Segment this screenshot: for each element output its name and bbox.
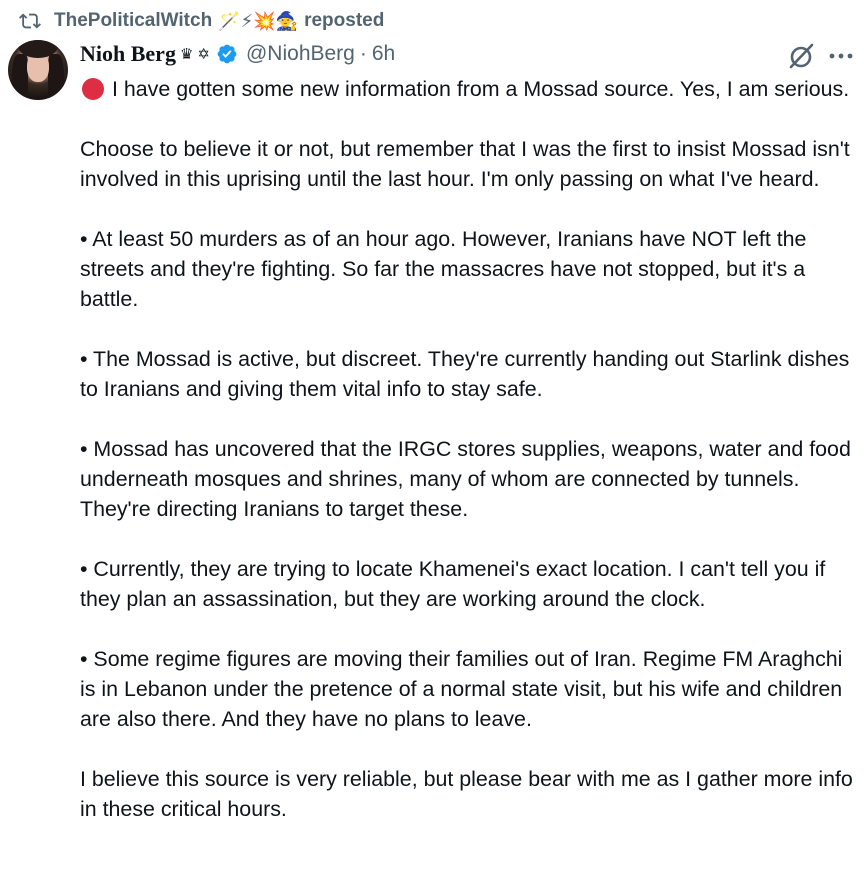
collision-emoji: 💥 — [253, 10, 276, 31]
crown-emoji: ♛ — [179, 46, 194, 63]
more-options-icon[interactable] — [826, 44, 856, 68]
display-name-link[interactable]: Nioh Berg — [80, 41, 176, 66]
repost-icon — [18, 10, 42, 32]
mage-emoji: 🧙 — [275, 10, 299, 31]
handle-link[interactable]: @NiohBerg — [245, 42, 355, 65]
verified-badge-icon[interactable] — [216, 43, 238, 65]
separator-dot: · — [359, 42, 367, 65]
post-paragraph-6: • Currently, they are trying to locate Khamenei's exact location. I can't tell you if they plan an assassination, but they are working around the clock. — [80, 557, 826, 611]
post-paragraph-7: • Some regime figures are moving their families out of Iran. Regime FM Araghchi is in Lebanon under the pretence of a normal state visit, but his wife and children are also there. And they have no plans to leave. — [80, 647, 843, 731]
post-header — [80, 40, 395, 68]
grok-icon[interactable] — [788, 42, 816, 70]
repost-attribution — [18, 8, 384, 34]
repost-label: reposted — [304, 10, 385, 31]
post-body — [80, 74, 860, 854]
post-paragraph-2: Choose to believe it or not, but remember that I was the first to insist Mossad isn't involved in this uprising until the last hour. I'm only passing on what I've heard. — [80, 137, 850, 191]
post-paragraph-3: • At least 50 murders as of an hour ago. However, Iranians have NOT left the streets and they're fighting. So far the massacres have not stopped, but it's a battle. — [80, 227, 807, 311]
post-paragraph-8: I believe this source is very reliable, but please bear with me as I gather more info in these critical hours. — [80, 767, 853, 821]
avatar[interactable] — [8, 40, 68, 100]
red-circle-emoji — [82, 78, 104, 100]
post-paragraph-4: • The Mossad is active, but discreet. They're currently handing out Starlink dishes to Iranians and giving them vital info to stay safe. — [80, 347, 850, 401]
star-of-david-emoji: ✡ — [197, 46, 210, 63]
post-paragraph-1-text: I have gotten some new information from a Mossad source. Yes, I am serious. — [112, 77, 850, 101]
post-paragraph-1 — [80, 74, 860, 104]
timestamp-link[interactable]: 6h — [371, 42, 396, 65]
avatar-hair-right — [48, 54, 64, 100]
wand-emoji: 🪄 — [218, 10, 241, 31]
lightning-emoji: ⚡ — [240, 10, 254, 31]
reposter-name-link[interactable]: ThePoliticalWitch — [54, 10, 213, 31]
avatar-hair-left — [12, 54, 28, 100]
post-paragraph-5: • Mossad has uncovered that the IRGC stores supplies, weapons, water and food underneath mosques and shrines, many of whom are connected by tunnels. They're directing Iranians to target these. — [80, 437, 851, 521]
